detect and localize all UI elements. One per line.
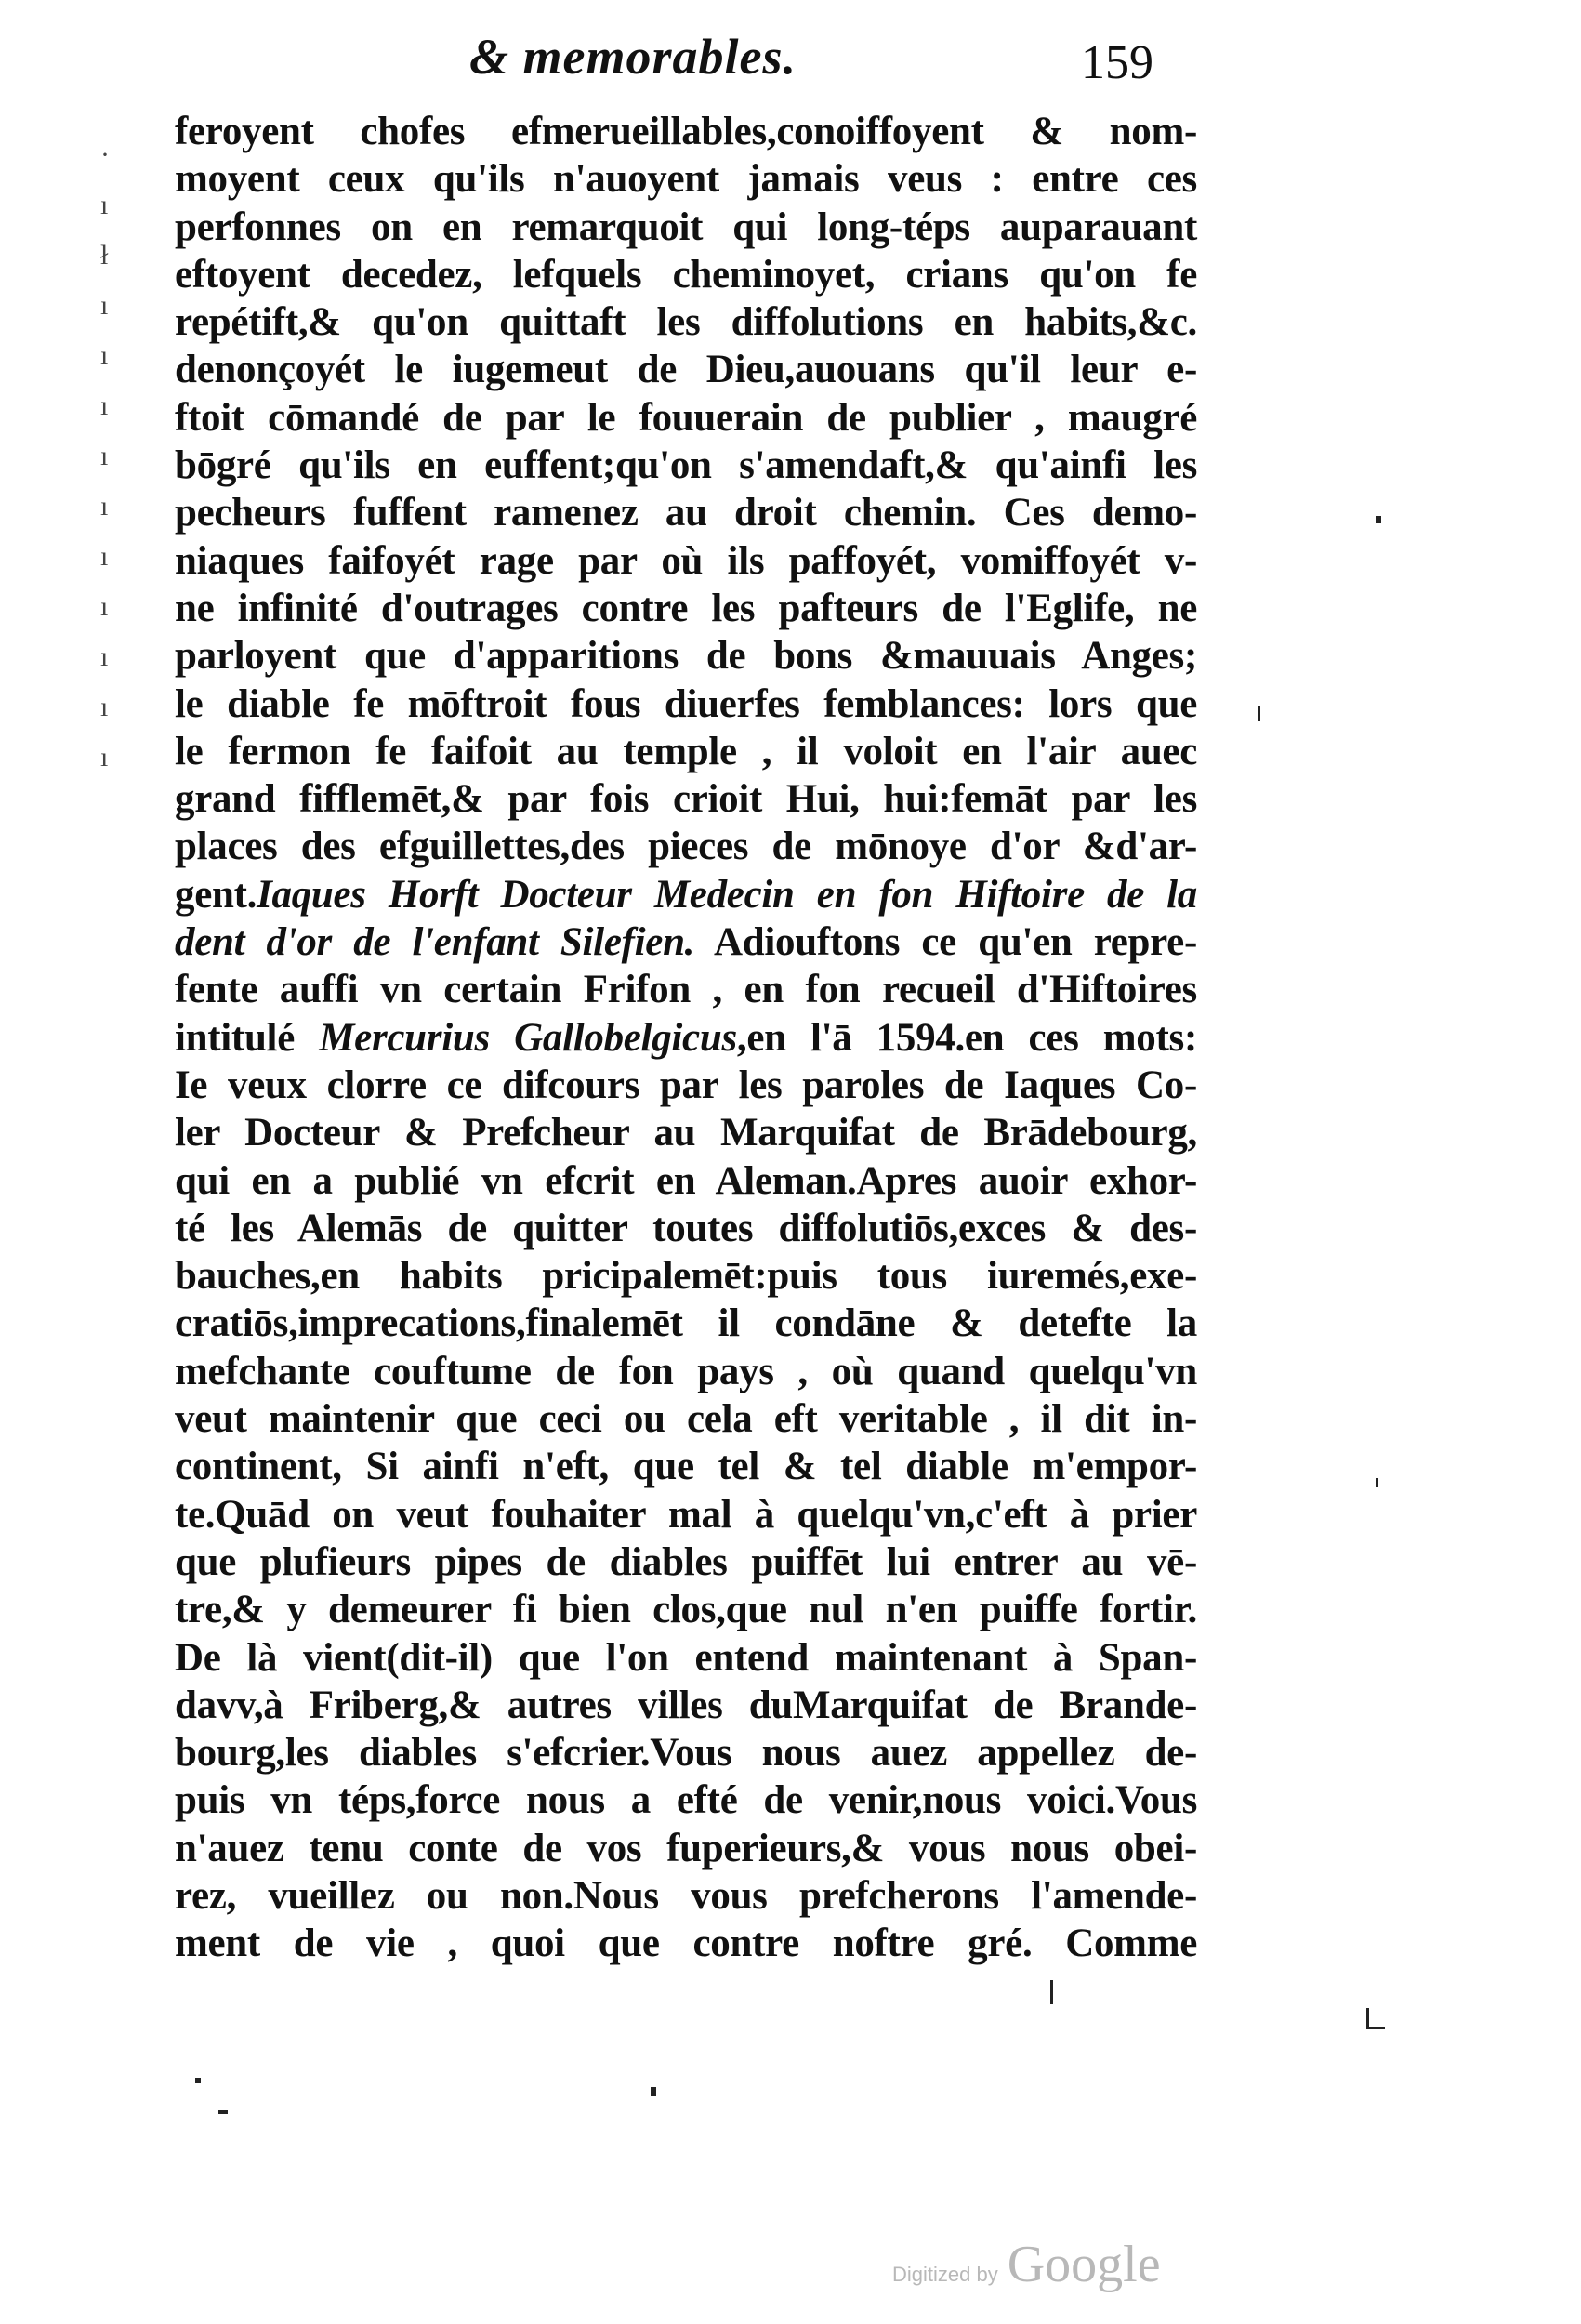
margin-mark: · — [100, 139, 110, 170]
ink-speck — [1366, 2008, 1369, 2028]
body-text — [175, 108, 1197, 1968]
watermark-prefix: Digitized by — [892, 2263, 998, 2286]
italic-citation: dent d'or de l'enfant Silefien. — [175, 920, 695, 965]
text-line: puis vn téps,force nous a efté de venir,nous voici.Vous — [175, 1778, 1197, 1823]
text-line: veut maintenir que ceci ou cela eft veritable , il dit in- — [175, 1397, 1197, 1442]
text-line: bauches,en habits pricipalemēt:puis tous iuremés,exe- — [175, 1254, 1197, 1299]
margin-marks — [100, 130, 128, 783]
text-line: fente auffi vn certain Frifon , en fon recueil d'Hiftoires — [175, 968, 1197, 1012]
text-line: Ie veux clorre ce difcours par les paroles de Iaques Co- — [175, 1063, 1197, 1107]
text-line: rez, vueillez ou non.Nous vous prefcherons l'amende- — [175, 1873, 1197, 1918]
ink-speck — [1050, 1980, 1053, 2004]
text-line: tre,& y demeurer fi bien clos,que nul n'en puiffe fortir. — [175, 1588, 1197, 1632]
text-line: ler Docteur & Prefcheur au Marquifat de Brādebourg, — [175, 1111, 1197, 1155]
text-line: moyent ceux qu'ils n'auoyent jamais veus : entre ces — [175, 157, 1197, 202]
text-line: denonçoyét le iugemeut de Dieu,auouans qu'il leur e- — [175, 348, 1197, 392]
text-line: niaques faifoyét rage par où ils paffoyét, vomiffoyét v- — [175, 538, 1197, 583]
text-line — [175, 871, 1197, 918]
text-segment: gent. — [175, 872, 257, 917]
ink-speck — [218, 2110, 228, 2114]
text-line: cratiōs,imprecations,finalemēt il condāne & detefte la — [175, 1301, 1197, 1346]
ink-speck — [1366, 2027, 1385, 2029]
text-line: que plufieurs pipes de diables puiffēt lui entrer au vē- — [175, 1539, 1197, 1584]
margin-mark: ı — [100, 591, 109, 622]
text-line: feroyent chofes efmerueillables,conoiffoyent & nom- — [175, 110, 1197, 153]
margin-mark: ı — [100, 190, 109, 220]
margin-mark: ı — [100, 742, 109, 772]
text-line: le fermon fe faifoit au temple , il voloit en l'air auec — [175, 729, 1197, 773]
text-line: repétift,& qu'on quittaft les diffolutions en habits,&c. — [175, 300, 1197, 345]
google-logo: Google — [1007, 2236, 1161, 2293]
digitized-watermark — [892, 2235, 1161, 2294]
margin-mark: ı — [100, 491, 109, 522]
text-line: De là vient(dit-il) que l'on entend maintenant à Span- — [175, 1635, 1197, 1680]
text-line: grand fifflemēt,& par fois crioit Hui, hui:femāt par les — [175, 777, 1197, 822]
text-line — [175, 918, 1197, 966]
running-head: & memorables. — [469, 29, 797, 85]
text-segment: intitulé — [175, 1015, 320, 1060]
text-line: pecheurs fuffent ramenez au droit chemin. Ces demo- — [175, 491, 1197, 535]
text-line — [175, 1014, 1197, 1062]
text-line: mefchante couftume de fon pays , où quand quelqu'vn — [175, 1349, 1197, 1393]
text-line: te.Quād on veut fouhaiter mal à quelqu'vn,c'eft à prier — [175, 1492, 1197, 1537]
ink-speck — [195, 2078, 201, 2083]
page-number: 159 — [1081, 36, 1153, 89]
ink-speck — [1258, 706, 1260, 721]
margin-mark: ı — [100, 441, 109, 471]
margin-mark: ı — [100, 541, 109, 572]
margin-mark: ı — [100, 340, 109, 371]
text-line: qui en a publié vn efcrit en Aleman.Apres auoir exhor- — [175, 1158, 1197, 1203]
text-line: continent, Si ainfi n'eft, que tel & tel diable m'empor- — [175, 1445, 1197, 1489]
margin-mark: ı — [100, 692, 109, 722]
ink-speck — [1376, 516, 1381, 523]
margin-mark: ı — [100, 641, 109, 672]
ink-speck — [1376, 1478, 1378, 1487]
text-line: n'auez tenu conte de vos fuperieurs,& vous nous obei- — [175, 1826, 1197, 1870]
italic-citation: Iaques Horft Docteur Medecin en fon Hiftoire de la — [257, 872, 1197, 917]
ink-speck — [651, 2087, 656, 2096]
text-line: ne infinité d'outrages contre les pafteurs de l'Eglife, ne — [175, 586, 1197, 630]
text-line: té les Alemās de quitter toutes diffolutiōs,exces & des- — [175, 1206, 1197, 1250]
margin-mark: ı — [100, 290, 109, 321]
text-line: places des efguillettes,des pieces de mōnoye d'or &d'ar- — [175, 825, 1197, 869]
margin-mark: ı — [100, 390, 109, 421]
text-line: ment de vie , quoi que contre noftre gré. Comme — [175, 1921, 1197, 1966]
text-segment: ,en l'ā 1594.en ces mots: — [736, 1015, 1197, 1060]
margin-mark: ł — [100, 240, 109, 271]
text-line: davv,à Friberg,& autres villes duMarquifat de Brande- — [175, 1683, 1197, 1727]
text-line: bourg,les diables s'efcrier.Vous nous auez appellez de- — [175, 1731, 1197, 1776]
text-line: bōgré qu'ils en euffent;qu'on s'amendaft,& qu'ainfi les — [175, 443, 1197, 488]
text-line: le diable fe mōftroit fous diuerfes femblances: lors que — [175, 681, 1197, 726]
text-line: eftoyent decedez, lefquels cheminoyet, crians qu'on fe — [175, 252, 1197, 297]
text-segment: Adiouftons ce qu'en repre- — [694, 920, 1197, 965]
italic-citation: Mercurius Gallobelgicus — [319, 1015, 737, 1060]
text-line: perfonnes on en remarquoit qui long-téps auparauant — [175, 205, 1197, 249]
text-line: parloyent que d'apparitions de bons &mauuais Anges; — [175, 634, 1197, 679]
text-line: ftoit cōmandé de par le fouuerain de publier , maugré — [175, 395, 1197, 440]
